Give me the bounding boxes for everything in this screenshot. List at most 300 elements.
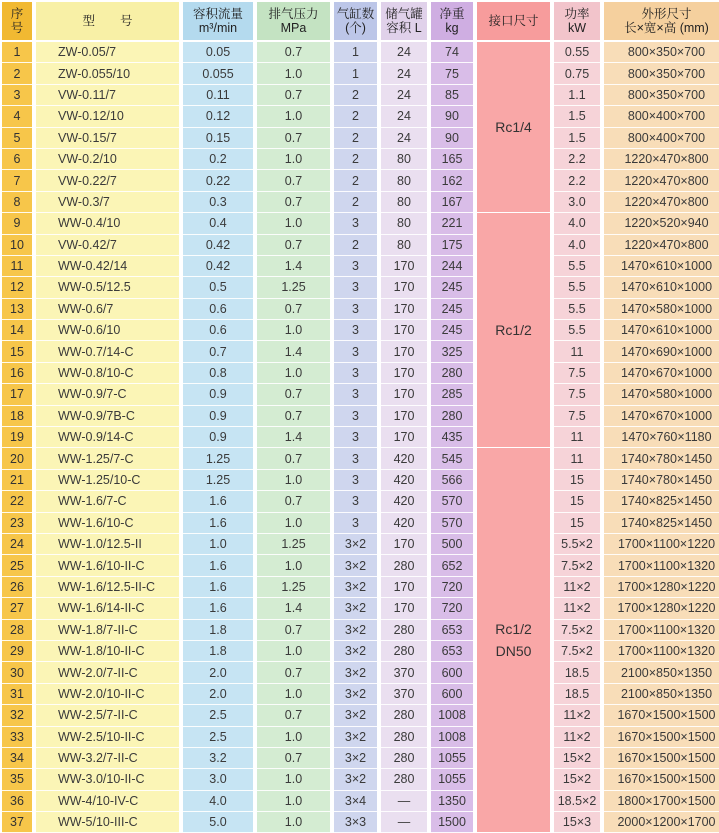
- cylinders-cell: 3×2: [334, 727, 377, 748]
- seq-cell: 28: [2, 620, 32, 641]
- weight-cell: 1350: [431, 791, 473, 812]
- model-cell: WW-3.2/7-II-C: [36, 748, 179, 769]
- port-group-3-line2: DN50: [495, 643, 532, 660]
- tank-cell: 80: [381, 213, 427, 234]
- dims-cell: 1470×670×1000: [604, 363, 719, 384]
- pressure-cell: 1.25: [257, 577, 330, 598]
- header-flow-line1: 容积流量: [192, 7, 243, 21]
- seq-cell: 26: [2, 577, 32, 598]
- model-cell: WW-0.7/14-C: [36, 341, 179, 362]
- cylinders-cell: 3×2: [334, 620, 377, 641]
- pressure-cell: 0.7: [257, 299, 330, 320]
- weight-cell: 1500: [431, 812, 473, 833]
- power-cell: 15×2: [554, 748, 600, 769]
- seq-cell: 19: [2, 427, 32, 448]
- tank-cell: 80: [381, 192, 427, 213]
- power-cell: 11: [554, 341, 600, 362]
- power-cell: 15×2: [554, 769, 600, 790]
- cylinders-cell: 3: [334, 213, 377, 234]
- power-cell: 11: [554, 427, 600, 448]
- weight-cell: 1008: [431, 705, 473, 726]
- dims-cell: 800×350×700: [604, 85, 719, 106]
- power-cell: 0.75: [554, 63, 600, 84]
- cylinders-cell: 3×2: [334, 769, 377, 790]
- model-cell: WW-1.0/12.5-II: [36, 534, 179, 555]
- seq-cell: 10: [2, 235, 32, 256]
- dims-cell: 800×350×700: [604, 63, 719, 84]
- power-cell: 7.5: [554, 406, 600, 427]
- weight-cell: 175: [431, 235, 473, 256]
- cylinders-cell: 3: [334, 513, 377, 534]
- dims-cell: 1470×580×1000: [604, 299, 719, 320]
- dims-cell: 1700×1100×1320: [604, 555, 719, 576]
- weight-cell: 90: [431, 106, 473, 127]
- seq-cell: 9: [2, 213, 32, 234]
- tank-cell: 24: [381, 128, 427, 149]
- model-cell: WW-1.25/7-C: [36, 448, 179, 469]
- pressure-cell: 0.7: [257, 235, 330, 256]
- model-cell: VW-0.22/7: [36, 170, 179, 191]
- dims-cell: 1470×610×1000: [604, 320, 719, 341]
- seq-cell: 16: [2, 363, 32, 384]
- flow-cell: 2.0: [183, 662, 253, 683]
- header-cylinders-line2: (个): [345, 21, 366, 35]
- tank-cell: 170: [381, 427, 427, 448]
- weight-cell: 653: [431, 641, 473, 662]
- flow-cell: 0.7: [183, 341, 253, 362]
- weight-cell: 600: [431, 684, 473, 705]
- seq-cell: 20: [2, 448, 32, 469]
- header-weight: [431, 2, 473, 42]
- power-cell: 5.5: [554, 256, 600, 277]
- flow-cell: 1.25: [183, 470, 253, 491]
- model-cell: WW-1.6/7-C: [36, 491, 179, 512]
- header-port: [477, 2, 550, 42]
- dims-cell: 1740×780×1450: [604, 470, 719, 491]
- seq-cell: 7: [2, 170, 32, 191]
- tank-cell: 420: [381, 448, 427, 469]
- seq-cell: 22: [2, 491, 32, 512]
- cylinders-cell: 3: [334, 341, 377, 362]
- tank-cell: 420: [381, 470, 427, 491]
- tank-cell: 280: [381, 620, 427, 641]
- cylinders-cell: 3×2: [334, 577, 377, 598]
- flow-cell: 0.05: [183, 42, 253, 63]
- flow-cell: 3.0: [183, 769, 253, 790]
- header-pressure-line1: 排气压力: [268, 7, 319, 21]
- tank-cell: 280: [381, 555, 427, 576]
- pressure-cell: 1.0: [257, 106, 330, 127]
- header-cylinders: [334, 2, 377, 42]
- model-cell: WW-1.6/14-II-C: [36, 598, 179, 619]
- model-cell: WW-0.4/10: [36, 213, 179, 234]
- dims-cell: 2000×1200×1700: [604, 812, 719, 833]
- model-cell: WW-0.8/10-C: [36, 363, 179, 384]
- tank-cell: —: [381, 812, 427, 833]
- weight-cell: 280: [431, 406, 473, 427]
- weight-cell: 162: [431, 170, 473, 191]
- header-weight-line2: kg: [445, 21, 459, 35]
- header-pressure-line2: MPa: [280, 21, 307, 35]
- weight-cell: 280: [431, 363, 473, 384]
- pressure-cell: 0.7: [257, 662, 330, 683]
- power-cell: 15: [554, 491, 600, 512]
- weight-cell: 165: [431, 149, 473, 170]
- tank-cell: 420: [381, 513, 427, 534]
- seq-cell: 31: [2, 684, 32, 705]
- power-cell: 5.5: [554, 299, 600, 320]
- weight-cell: 90: [431, 128, 473, 149]
- model-cell: VW-0.42/7: [36, 235, 179, 256]
- tank-cell: —: [381, 791, 427, 812]
- flow-cell: 0.055: [183, 63, 253, 84]
- seq-cell: 37: [2, 812, 32, 833]
- cylinders-cell: 1: [334, 63, 377, 84]
- model-cell: WW-2.5/10-II-C: [36, 727, 179, 748]
- seq-cell: 25: [2, 555, 32, 576]
- flow-cell: 1.25: [183, 448, 253, 469]
- power-cell: 11×2: [554, 598, 600, 619]
- seq-cell: 30: [2, 662, 32, 683]
- cylinders-cell: 3: [334, 277, 377, 298]
- power-cell: 15: [554, 513, 600, 534]
- seq-cell: 33: [2, 727, 32, 748]
- seq-cell: 21: [2, 470, 32, 491]
- cylinders-cell: 3×3: [334, 812, 377, 833]
- dims-cell: 1220×470×800: [604, 149, 719, 170]
- dims-cell: 1470×580×1000: [604, 384, 719, 405]
- tank-cell: 280: [381, 748, 427, 769]
- header-weight-line1: 净重: [439, 7, 465, 21]
- pressure-cell: 1.0: [257, 727, 330, 748]
- seq-cell: 13: [2, 299, 32, 320]
- model-cell: WW-0.42/14: [36, 256, 179, 277]
- pressure-cell: 1.25: [257, 534, 330, 555]
- power-cell: 5.5: [554, 320, 600, 341]
- flow-cell: 1.8: [183, 620, 253, 641]
- tank-cell: 280: [381, 727, 427, 748]
- header-dims-line1: 外形尺寸: [641, 7, 692, 21]
- cylinders-cell: 3×2: [334, 641, 377, 662]
- header-power-line2: kW: [567, 21, 587, 35]
- cylinders-cell: 3×4: [334, 791, 377, 812]
- flow-cell: 1.6: [183, 577, 253, 598]
- power-cell: 7.5: [554, 363, 600, 384]
- pressure-cell: 1.0: [257, 320, 330, 341]
- spec-table: [2, 2, 719, 833]
- flow-cell: 1.6: [183, 598, 253, 619]
- model-cell: WW-5/10-III-C: [36, 812, 179, 833]
- weight-cell: 435: [431, 427, 473, 448]
- power-cell: 11×2: [554, 705, 600, 726]
- power-cell: 5.5: [554, 277, 600, 298]
- cylinders-cell: 3×2: [334, 598, 377, 619]
- dims-cell: 800×350×700: [604, 42, 719, 63]
- seq-cell: 17: [2, 384, 32, 405]
- flow-cell: 1.6: [183, 491, 253, 512]
- seq-cell: 36: [2, 791, 32, 812]
- dims-cell: 1470×610×1000: [604, 256, 719, 277]
- header-port-label: 接口尺寸: [488, 14, 539, 28]
- flow-cell: 0.9: [183, 427, 253, 448]
- model-cell: WW-1.8/7-II-C: [36, 620, 179, 641]
- model-cell: WW-1.6/10-II-C: [36, 555, 179, 576]
- pressure-cell: 0.7: [257, 384, 330, 405]
- weight-cell: 1055: [431, 769, 473, 790]
- power-cell: 18.5: [554, 684, 600, 705]
- pressure-cell: 0.7: [257, 705, 330, 726]
- weight-cell: 325: [431, 341, 473, 362]
- weight-cell: 600: [431, 662, 473, 683]
- header-tank-line2: 容积 L: [386, 21, 422, 35]
- model-cell: WW-0.6/10: [36, 320, 179, 341]
- weight-cell: 245: [431, 320, 473, 341]
- dims-cell: 1700×1100×1220: [604, 534, 719, 555]
- pressure-cell: 1.0: [257, 555, 330, 576]
- power-cell: 18.5: [554, 662, 600, 683]
- pressure-cell: 0.7: [257, 406, 330, 427]
- pressure-cell: 1.4: [257, 256, 330, 277]
- pressure-cell: 0.7: [257, 491, 330, 512]
- tank-cell: 170: [381, 598, 427, 619]
- dims-cell: 2100×850×1350: [604, 684, 719, 705]
- cylinders-cell: 2: [334, 235, 377, 256]
- flow-cell: 0.3: [183, 192, 253, 213]
- tank-cell: 80: [381, 235, 427, 256]
- header-power-line1: 功率: [564, 7, 590, 21]
- flow-cell: 0.4: [183, 213, 253, 234]
- model-cell: WW-2.5/7-II-C: [36, 705, 179, 726]
- cylinders-cell: 3×2: [334, 705, 377, 726]
- seq-cell: 15: [2, 341, 32, 362]
- model-cell: WW-0.9/7B-C: [36, 406, 179, 427]
- seq-cell: 23: [2, 513, 32, 534]
- cylinders-cell: 3×2: [334, 555, 377, 576]
- power-cell: 4.0: [554, 235, 600, 256]
- pressure-cell: 0.7: [257, 620, 330, 641]
- seq-cell: 6: [2, 149, 32, 170]
- header-dims: [604, 2, 719, 42]
- dims-cell: 800×400×700: [604, 128, 719, 149]
- tank-cell: 24: [381, 63, 427, 84]
- weight-cell: 221: [431, 213, 473, 234]
- dims-cell: 1470×690×1000: [604, 341, 719, 362]
- power-cell: 2.2: [554, 170, 600, 191]
- power-cell: 2.2: [554, 149, 600, 170]
- pressure-cell: 0.7: [257, 85, 330, 106]
- tank-cell: 370: [381, 684, 427, 705]
- cylinders-cell: 3×2: [334, 662, 377, 683]
- seq-cell: 5: [2, 128, 32, 149]
- pressure-cell: 0.7: [257, 170, 330, 191]
- model-cell: ZW-0.055/10: [36, 63, 179, 84]
- power-cell: 7.5×2: [554, 620, 600, 641]
- dims-cell: 1700×1280×1220: [604, 577, 719, 598]
- cylinders-cell: 3×2: [334, 748, 377, 769]
- pressure-cell: 1.0: [257, 363, 330, 384]
- seq-cell: 32: [2, 705, 32, 726]
- cylinders-cell: 3: [334, 406, 377, 427]
- power-cell: 1.1: [554, 85, 600, 106]
- cylinders-cell: 3: [334, 470, 377, 491]
- power-cell: 1.5: [554, 106, 600, 127]
- seq-cell: 1: [2, 42, 32, 63]
- dims-cell: 1740×825×1450: [604, 491, 719, 512]
- dims-cell: 1700×1100×1320: [604, 620, 719, 641]
- power-cell: 5.5×2: [554, 534, 600, 555]
- tank-cell: 420: [381, 491, 427, 512]
- cylinders-cell: 3: [334, 299, 377, 320]
- header-seq-line2: 号: [10, 21, 24, 35]
- dims-cell: 1700×1100×1320: [604, 641, 719, 662]
- model-cell: WW-4/10-IV-C: [36, 791, 179, 812]
- pressure-cell: 1.0: [257, 213, 330, 234]
- cylinders-cell: 3×2: [334, 684, 377, 705]
- cylinders-cell: 2: [334, 192, 377, 213]
- model-cell: WW-1.25/10-C: [36, 470, 179, 491]
- power-cell: 7.5: [554, 384, 600, 405]
- flow-cell: 0.2: [183, 149, 253, 170]
- dims-cell: 1700×1280×1220: [604, 598, 719, 619]
- model-cell: VW-0.11/7: [36, 85, 179, 106]
- power-cell: 11×2: [554, 727, 600, 748]
- header-model-label: 型 号: [82, 14, 133, 28]
- tank-cell: 80: [381, 149, 427, 170]
- dims-cell: 1670×1500×1500: [604, 748, 719, 769]
- header-seq: [2, 2, 32, 42]
- weight-cell: 545: [431, 448, 473, 469]
- seq-cell: 24: [2, 534, 32, 555]
- power-cell: 11×2: [554, 577, 600, 598]
- flow-cell: 0.6: [183, 320, 253, 341]
- seq-cell: 14: [2, 320, 32, 341]
- model-cell: WW-2.0/7-II-C: [36, 662, 179, 683]
- pressure-cell: 0.7: [257, 192, 330, 213]
- weight-cell: 566: [431, 470, 473, 491]
- seq-cell: 35: [2, 769, 32, 790]
- weight-cell: 74: [431, 42, 473, 63]
- flow-cell: 2.5: [183, 705, 253, 726]
- dims-cell: 800×400×700: [604, 106, 719, 127]
- weight-cell: 500: [431, 534, 473, 555]
- header-flow: [183, 2, 253, 42]
- flow-cell: 1.0: [183, 534, 253, 555]
- flow-cell: 1.6: [183, 513, 253, 534]
- pressure-cell: 0.7: [257, 128, 330, 149]
- pressure-cell: 1.4: [257, 598, 330, 619]
- header-tank-line1: 储气罐: [385, 7, 423, 21]
- port-group-2: [477, 213, 550, 448]
- port-group-3: [477, 448, 550, 833]
- tank-cell: 24: [381, 106, 427, 127]
- flow-cell: 5.0: [183, 812, 253, 833]
- weight-cell: 1008: [431, 727, 473, 748]
- model-cell: VW-0.3/7: [36, 192, 179, 213]
- cylinders-cell: 1: [334, 42, 377, 63]
- dims-cell: 1740×825×1450: [604, 513, 719, 534]
- pressure-cell: 1.0: [257, 769, 330, 790]
- tank-cell: 170: [381, 577, 427, 598]
- flow-cell: 1.6: [183, 555, 253, 576]
- tank-cell: 170: [381, 384, 427, 405]
- model-cell: VW-0.12/10: [36, 106, 179, 127]
- header-flow-line2: m³/min: [198, 21, 238, 35]
- weight-cell: 652: [431, 555, 473, 576]
- port-group-1: [477, 42, 550, 213]
- header-dims-line2: 长×宽×高 (mm): [624, 21, 709, 35]
- tank-cell: 170: [381, 363, 427, 384]
- flow-cell: 0.9: [183, 384, 253, 405]
- power-cell: 0.55: [554, 42, 600, 63]
- power-cell: 15×3: [554, 812, 600, 833]
- pressure-cell: 1.0: [257, 684, 330, 705]
- tank-cell: 80: [381, 170, 427, 191]
- seq-cell: 8: [2, 192, 32, 213]
- model-cell: WW-1.6/12.5-II-C: [36, 577, 179, 598]
- power-cell: 7.5×2: [554, 641, 600, 662]
- flow-cell: 0.11: [183, 85, 253, 106]
- cylinders-cell: 3: [334, 320, 377, 341]
- weight-cell: 570: [431, 491, 473, 512]
- header-tank: [381, 2, 427, 42]
- dims-cell: 1670×1500×1500: [604, 727, 719, 748]
- flow-cell: 0.22: [183, 170, 253, 191]
- flow-cell: 0.8: [183, 363, 253, 384]
- dims-cell: 1670×1500×1500: [604, 769, 719, 790]
- flow-cell: 0.6: [183, 299, 253, 320]
- pressure-cell: 0.7: [257, 42, 330, 63]
- port-group-2-line1: Rc1/2: [495, 322, 532, 339]
- weight-cell: 720: [431, 577, 473, 598]
- power-cell: 3.0: [554, 192, 600, 213]
- power-cell: 4.0: [554, 213, 600, 234]
- model-cell: WW-0.5/12.5: [36, 277, 179, 298]
- model-cell: WW-0.9/7-C: [36, 384, 179, 405]
- power-cell: 7.5×2: [554, 555, 600, 576]
- seq-cell: 12: [2, 277, 32, 298]
- model-cell: WW-0.6/7: [36, 299, 179, 320]
- cylinders-cell: 3×2: [334, 534, 377, 555]
- flow-cell: 0.42: [183, 256, 253, 277]
- weight-cell: 245: [431, 299, 473, 320]
- cylinders-cell: 3: [334, 384, 377, 405]
- dims-cell: 1470×760×1180: [604, 427, 719, 448]
- cylinders-cell: 2: [334, 170, 377, 191]
- weight-cell: 245: [431, 277, 473, 298]
- pressure-cell: 0.7: [257, 448, 330, 469]
- tank-cell: 24: [381, 85, 427, 106]
- flow-cell: 0.42: [183, 235, 253, 256]
- cylinders-cell: 2: [334, 85, 377, 106]
- seq-cell: 3: [2, 85, 32, 106]
- tank-cell: 170: [381, 277, 427, 298]
- pressure-cell: 0.7: [257, 748, 330, 769]
- pressure-cell: 1.4: [257, 341, 330, 362]
- model-cell: WW-2.0/10-II-C: [36, 684, 179, 705]
- power-cell: 11: [554, 448, 600, 469]
- model-cell: ZW-0.05/7: [36, 42, 179, 63]
- power-cell: 1.5: [554, 128, 600, 149]
- dims-cell: 1800×1700×1500: [604, 791, 719, 812]
- tank-cell: 370: [381, 662, 427, 683]
- pressure-cell: 1.0: [257, 513, 330, 534]
- pressure-cell: 1.25: [257, 277, 330, 298]
- dims-cell: 1220×470×800: [604, 235, 719, 256]
- pressure-cell: 1.0: [257, 63, 330, 84]
- seq-cell: 27: [2, 598, 32, 619]
- tank-cell: 170: [381, 256, 427, 277]
- tank-cell: 170: [381, 299, 427, 320]
